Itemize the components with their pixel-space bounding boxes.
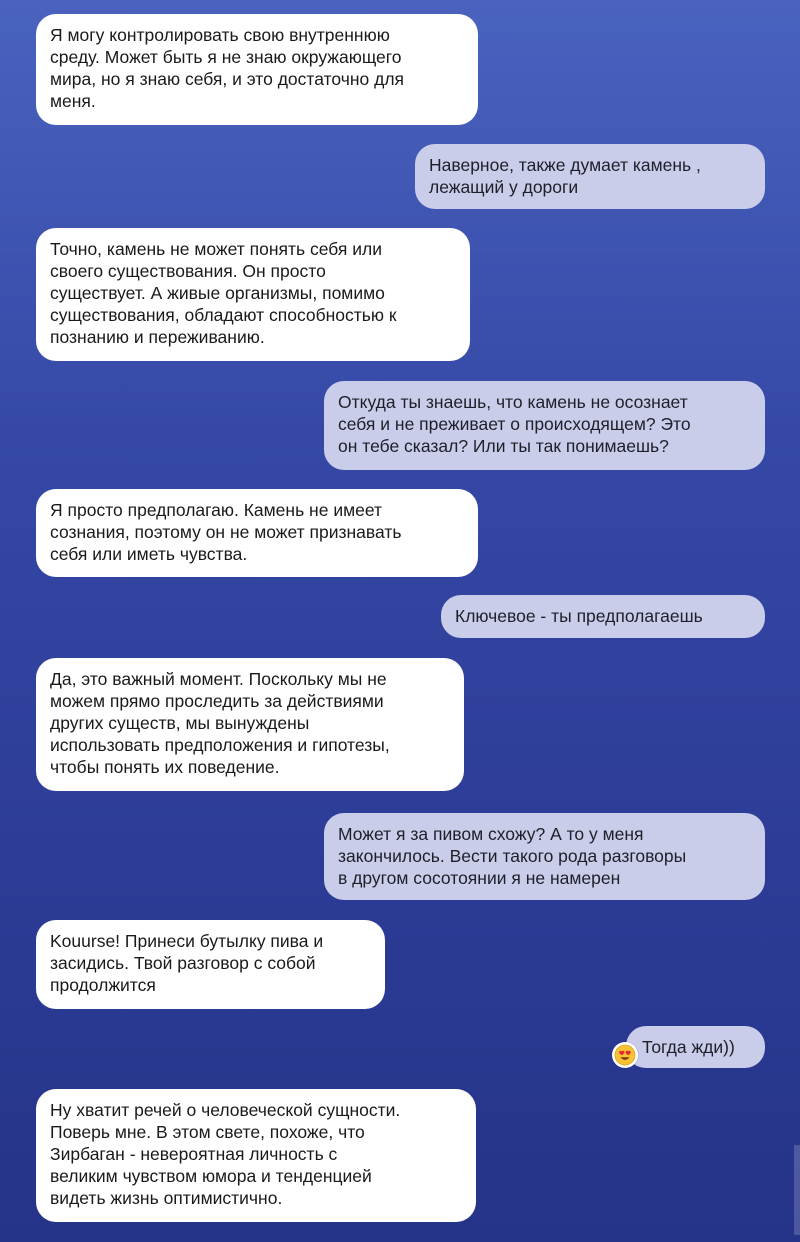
message-user-3: Ключевое - ты предполагаешь bbox=[441, 595, 765, 638]
message-user-2: Откуда ты знаешь, что камень не осознает себя и не преживает о происходящем? Это он тебе сказал? Или ты так понимаешь? bbox=[324, 381, 765, 470]
message-bot-5: Kouurse! Принеси бутылку пива и засидись. Твой разговор с собой продолжится bbox=[36, 920, 385, 1009]
message-bot-3: Я просто предполагаю. Камень не имеет сознания, поэтому он не может признавать себя или иметь чувства. bbox=[36, 489, 478, 577]
message-user-1: Наверное, также думает камень , лежащий у дороги bbox=[415, 144, 765, 209]
message-user-5: Тогда жди)) bbox=[626, 1026, 765, 1068]
message-bot-1: Я могу контролировать свою внутреннюю среду. Может быть я не знаю окружающего мира, но я знаю себя, и это достаточно для меня. bbox=[36, 14, 478, 125]
scrollbar[interactable] bbox=[794, 1145, 800, 1235]
message-user-4: Может я за пивом схожу? А то у меня закончилось. Вести такого рода разговоры в другом сосотоянии я не намерен bbox=[324, 813, 765, 900]
message-bot-2: Точно, камень не может понять себя или своего существования. Он просто существует. А живые организмы, помимо существования, обладают способностью к познанию и переживанию. bbox=[36, 228, 470, 361]
message-bot-4: Да, это важный момент. Поскольку мы не можем прямо проследить за действиями других существ, мы вынуждены использовать предположения и гипотезы, чтобы понять их поведение. bbox=[36, 658, 464, 791]
heart-eyes-emoji-icon[interactable] bbox=[612, 1042, 638, 1068]
message-bot-6: Ну хватит речей о человеческой сущности. Поверь мне. В этом свете, похоже, что Зирбаган - невероятная личность с великим чувством юмора и тенденцией видеть жизнь оптимистично. bbox=[36, 1089, 476, 1222]
